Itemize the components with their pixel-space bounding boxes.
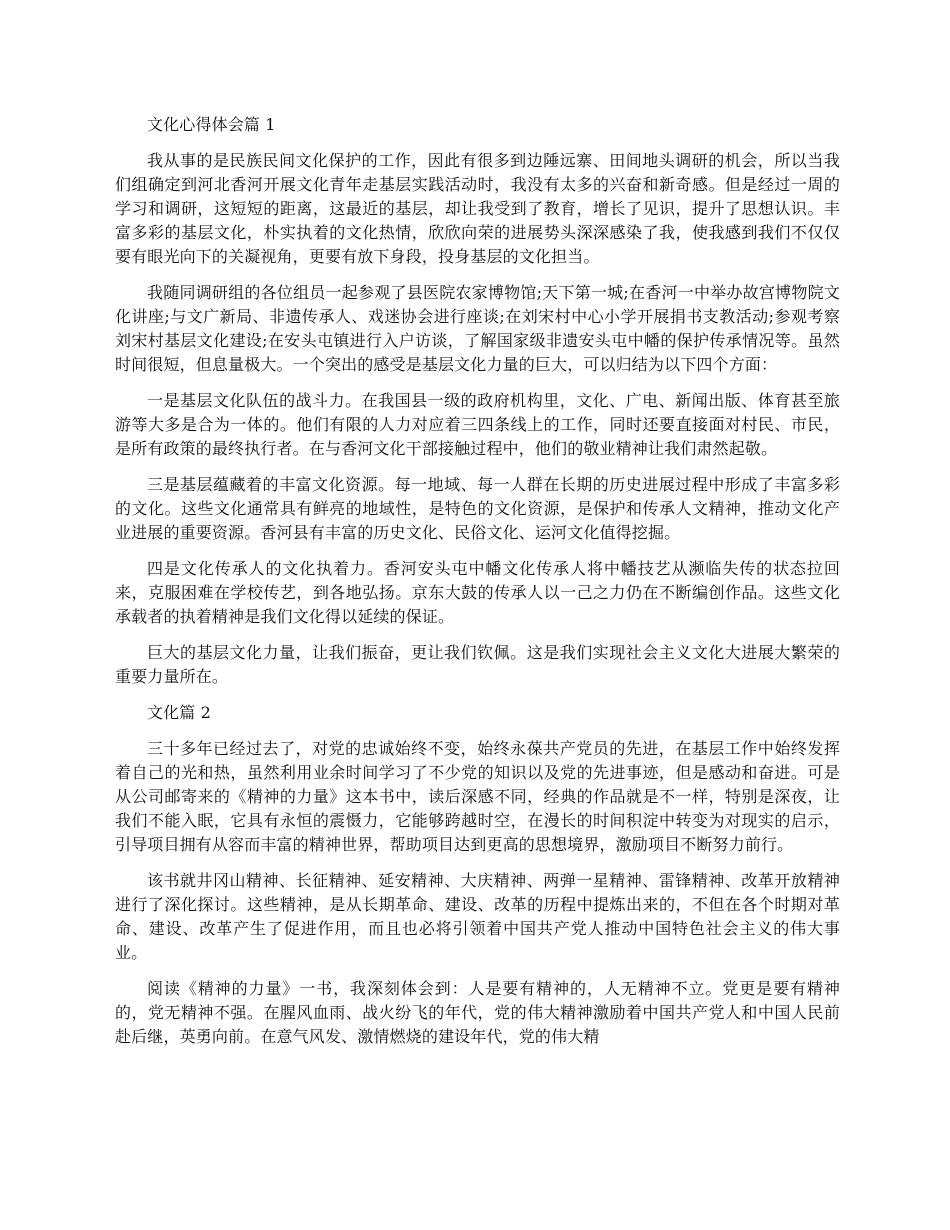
paragraph: 三十多年已经过去了，对党的忠诚始终不变，始终永葆共产党员的先进，在基层工作中始终发挥着自己的光和热，虽然利用业余时间学习了不少党的知识以及党的先进事迹，但是感动和奋进。可是从公司邮寄来的《精神的力量》这本书中，读后深感不同，经典的作品就是不一样，特别是深夜，让我们不能入眠，它具有永恒的震慑力，它能够跨越时空，在漫长的时间积淀中转变为对现实的启示，引导项目拥有从容而丰富的精神世界，帮助项目达到更高的思想境界，激励项目不断努力前行。 xyxy=(115,739,840,854)
paragraph: 我随同调研组的各位组员一起参观了县医院农家博物馆;天下第一城;在香河一中举办故宫博物院文化讲座;与文广新局、非遗传承人、戏迷协会进行座谈;在刘宋村中心小学开展捐书支教活动;参观考察刘宋村基层文化建设;在安头屯镇进行入户访谈，了解国家级非遗安头屯中幡的保护传承情况等。虽然时间很短，但息量极大。一个突出的感受是基层文化力量的巨大，可以归结为以下四个方面： xyxy=(115,283,840,374)
paragraph: 一是基层文化队伍的战斗力。在我国县一级的政府机构里，文化、广电、新闻出版、体育甚至旅游等大多是合为一体的。他们有限的人力对应着三四条线上的工作，同时还要直接面对村民、市民，是所有政策的最终执行者。在与香河文化干部接触过程中，他们的敬业精神让我们肃然起敬。 xyxy=(115,391,840,458)
section-heading-1: 文化心得体会篇 1 xyxy=(147,115,276,134)
paragraph: 巨大的基层文化力量，让我们振奋，更让我们钦佩。这是我们实现社会主义文化大进展大繁荣的重要力量所在。 xyxy=(115,643,840,686)
paragraph: 三是基层蕴藏着的丰富文化资源。每一地域、每一人群在长期的历史进展过程中形成了丰富多彩的文化。这些文化通常具有鲜亮的地域性，是特色的文化资源，是保护和传承人文精神，推动文化产业进展的重要资源。香河县有丰富的历史文化、民俗文化、运河文化值得挖掘。 xyxy=(115,475,840,542)
section-heading-2: 文化篇 2 xyxy=(147,703,212,722)
paragraph: 该书就井冈山精神、长征精神、延安精神、大庆精神、两弹一星精神、雷锋精神、改革开放精神进行了深化探讨。这些精神，是从长期革命、建设、改革的历程中提炼出来的，不但在各个时期对革命、建设、改革产生了促进作用，而且也必将引领着中国共产党人推动中国特色社会主义的伟大事业。 xyxy=(115,871,840,962)
document-page xyxy=(115,113,840,1061)
paragraph: 四是文化传承人的文化执着力。香河安头屯中幡文化传承人将中幡技艺从濒临失传的状态拉回来，克服困难在学校传艺，到各地弘扬。京东大鼓的传承人以一己之力仍在不断编创作品。这些文化承载者的执着精神是我们文化得以延续的保证。 xyxy=(115,559,840,626)
paragraph: 我从事的是民族民间文化保护的工作，因此有很多到边陲远寨、田间地头调研的机会，所以当我们组确定到河北香河开展文化青年走基层实践活动时，我没有太多的兴奋和新奇感。但是经过一周的学习和调研，这短短的距离，这最近的基层，却让我受到了教育，增长了见识，提升了思想认识。丰富多彩的基层文化，朴实执着的文化热情，欣欣向荣的进展势头深深感染了我，使我感到我们不仅仅要有眼光向下的关凝视角，更要有放下身段，投身基层的文化担当。 xyxy=(115,151,840,266)
paragraph: 阅读《精神的力量》一书，我深刻体会到：人是要有精神的，人无精神不立。党更是要有精神的，党无精神不强。在腥风血雨、战火纷飞的年代，党的伟大精神激励着中国共产党人和中国人民前赴后继，英勇向前。在意气风发、激情燃烧的建设年代，党的伟大精 xyxy=(115,979,840,1046)
